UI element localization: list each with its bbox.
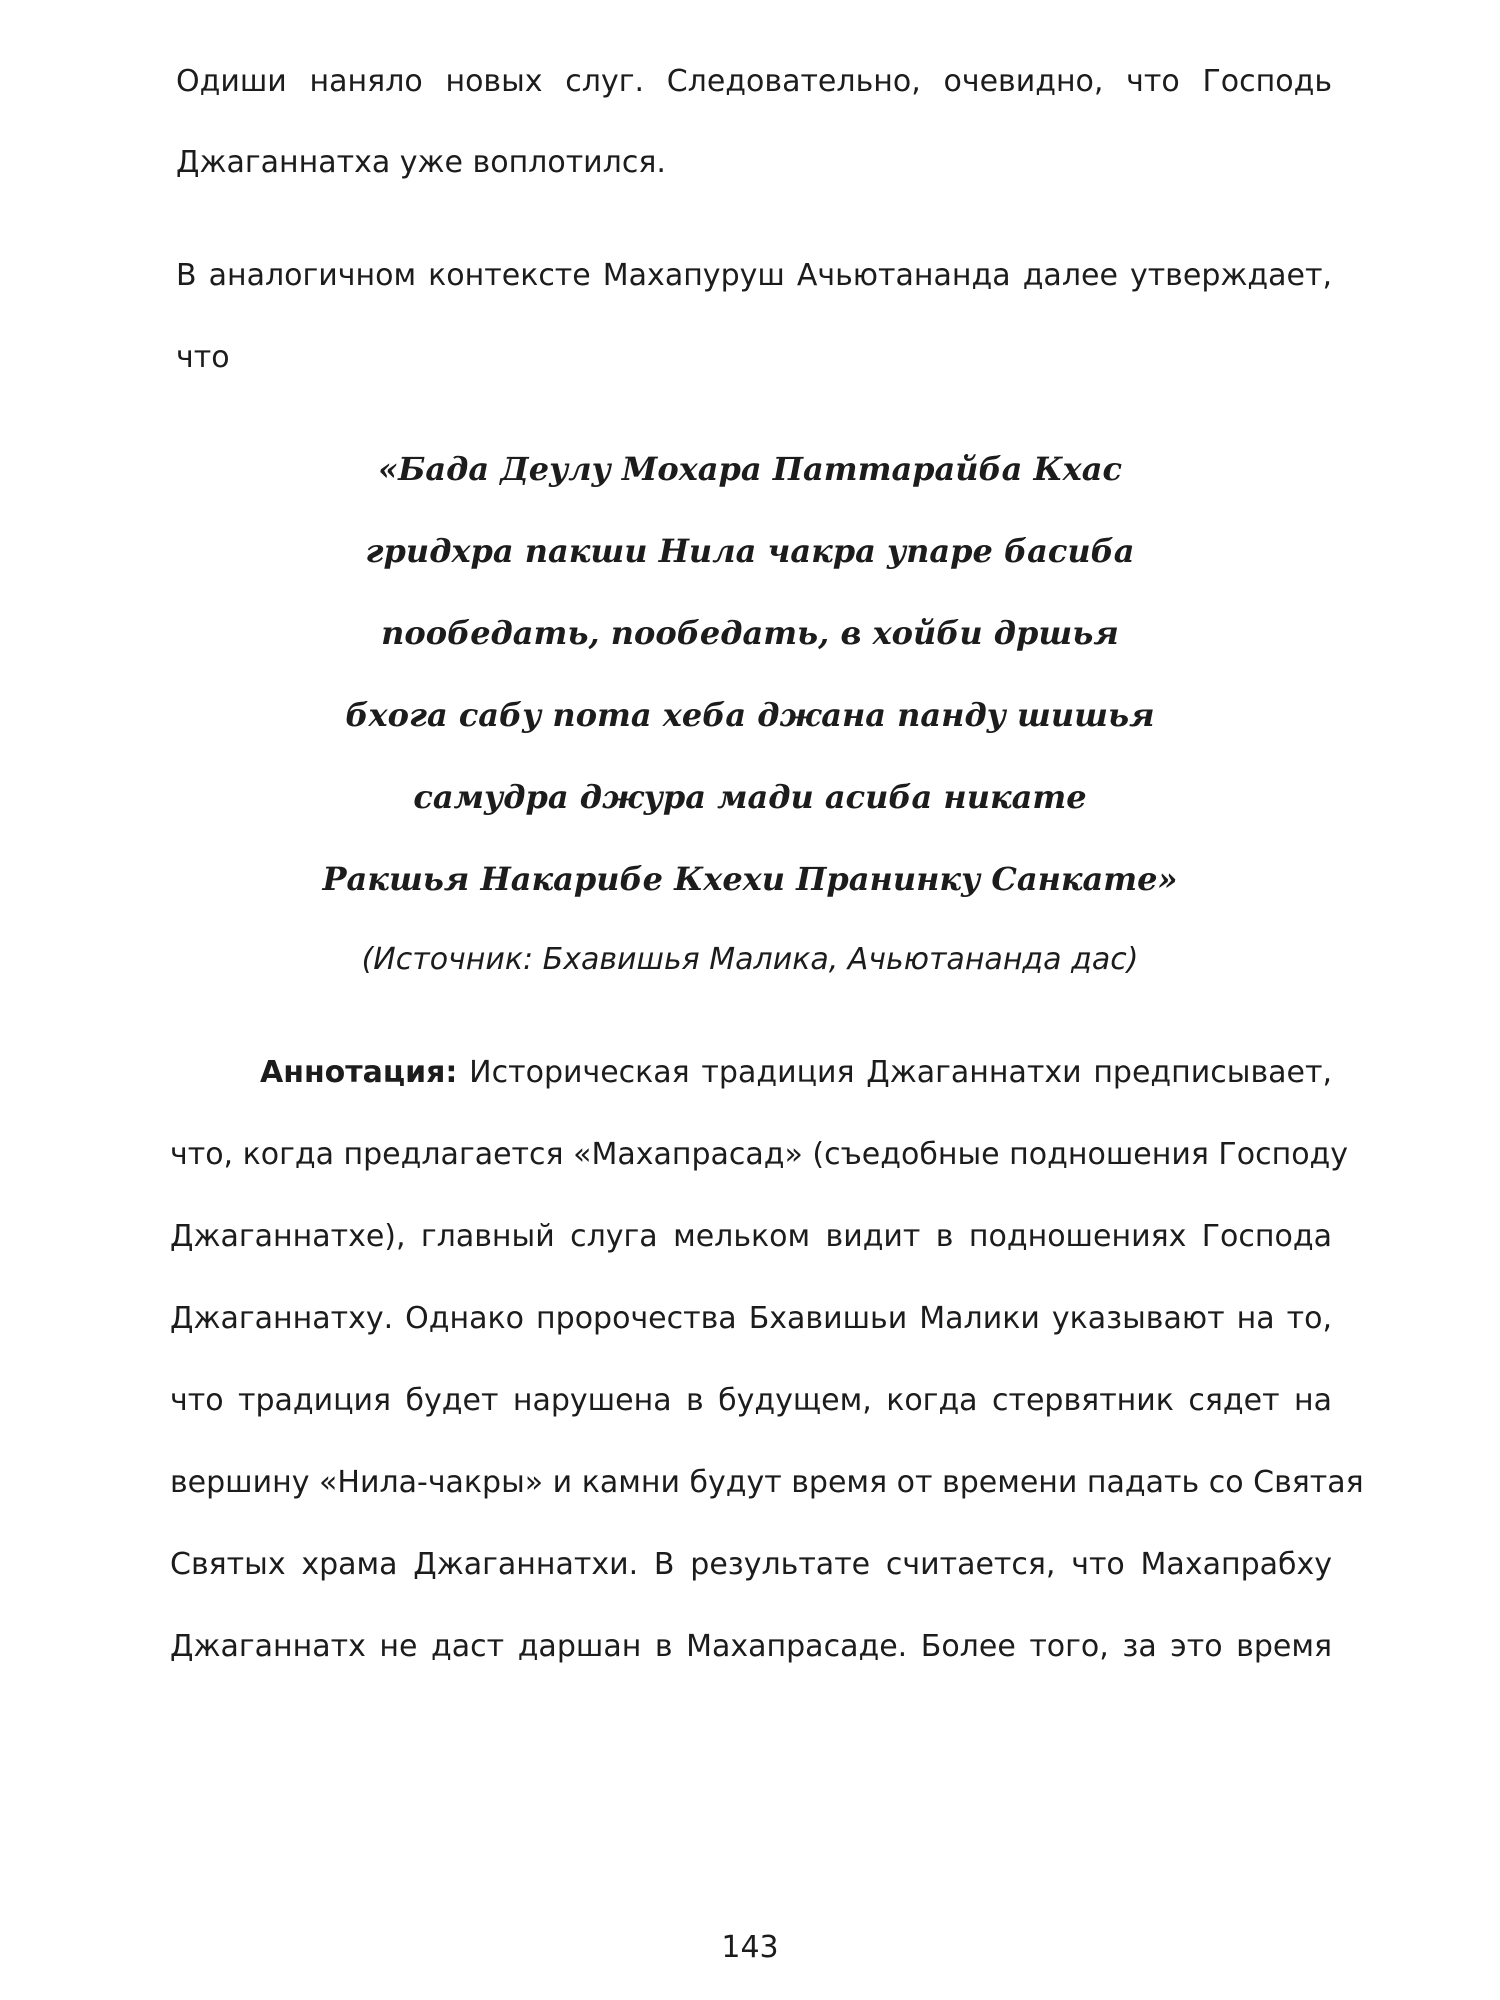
annotation-line-3: Джаганнатхе), главный слуга мельком видит в подношениях Господа [170, 1219, 1332, 1254]
annotation-line-8: Джаганнатх не даст даршан в Махапрасаде. Более того, за это время [170, 1629, 1332, 1664]
verse-line-4: бхога сабу пота хеба джана панду шишья [345, 696, 1155, 734]
intro-line-2: Джаганнатха уже воплотился. [176, 145, 666, 180]
verse-line-5: самудра джура мади асиба никате [413, 778, 1087, 816]
annotation-line-7: Святых храма Джаганнатхи. В результате считается, что Махапрабху [170, 1547, 1332, 1582]
intro-line-1: Одиши наняло новых слуг. Следовательно, очевидно, что Господь [176, 64, 1332, 99]
annotation-line-5: что традиция будет нарушена в будущем, когда стервятник сядет на [170, 1383, 1332, 1418]
page-number: 143 [721, 1930, 779, 1965]
verse-source: (Источник: Бхавишья Малика, Ачьютананда дас) [361, 942, 1139, 977]
annotation-line-4: Джаганнатху. Однако пророчества Бхавишьи Малики указывают на то, [170, 1301, 1332, 1336]
verse-line-2: гридхра пакши Нила чакра упаре басиба [365, 532, 1135, 570]
intro-line-3: В аналогичном контексте Махапуруш Ачьютананда далее утверждает, [176, 258, 1332, 293]
verse-line-6: Ракшья Накарибе Кхехи Пранинку Санкате» [322, 860, 1178, 898]
annotation-line-6: вершину «Нила-чакры» и камни будут время от времени падать со Святая [170, 1465, 1364, 1500]
verse-line-3: пообедать, пообедать, в хойби дршья [381, 614, 1119, 652]
intro-line-4: что [176, 340, 230, 375]
annotation-line-1-text: Историческая традиция Джаганнатхи предписывает, [469, 1055, 1332, 1090]
verse-line-1: «Бада Деулу Мохара Паттарайба Кхас [378, 450, 1122, 488]
annotation-label: Аннотация: [260, 1055, 458, 1090]
annotation-line-2: что, когда предлагается «Махапрасад» (съедобные подношения Господу [170, 1137, 1349, 1172]
annotation-line-1 [260, 1055, 1332, 1090]
